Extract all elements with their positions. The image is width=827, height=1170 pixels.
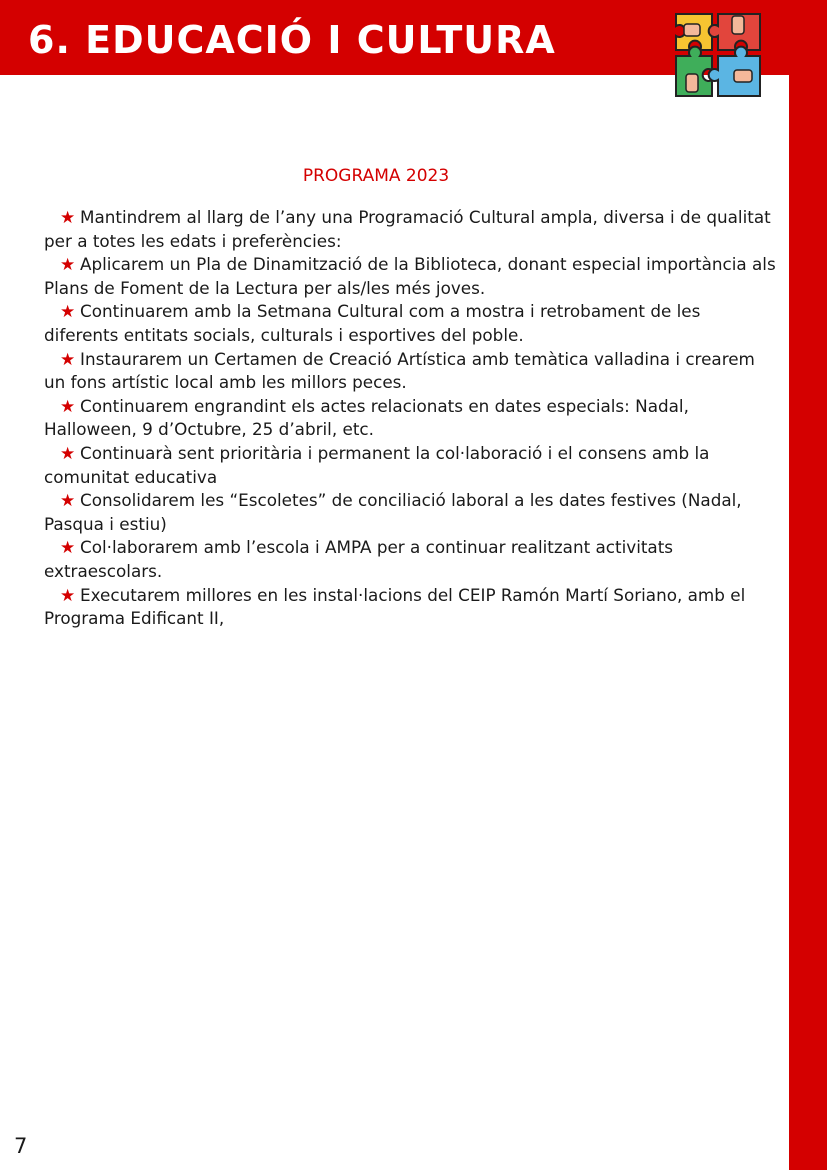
list-item-text: Executarem millores en les instal·lacions del CEIP Ramón Martí Soriano, amb el Programa Edificant II, (44, 584, 746, 629)
star-icon: ★ (60, 538, 76, 559)
list-item (44, 489, 779, 536)
list-item (44, 395, 779, 442)
list-item-text: Consolidarem les “Escoletes” de conciliació laboral a les dates festives (Nadal, Pasqua i estiu) (44, 490, 742, 534)
star-icon: ★ (60, 443, 76, 464)
list-item-text: Continuarem engrandint els actes relacionats en dates especials: Nadal, Halloween, 9 d’Octubre, 25 d’abril, etc. (44, 395, 689, 440)
program-title: PROGRAMA 2023 (302, 166, 450, 186)
star-icon: ★ (60, 396, 76, 417)
star-icon: ★ (60, 208, 76, 228)
star-icon: ★ (60, 585, 76, 606)
list-item-text: Col·laborarem amb l’escola i AMPA per a continuar realitzant activitats extraescolars. (44, 537, 674, 581)
side-accent-bar (789, 0, 827, 1170)
star-icon: ★ (60, 255, 76, 276)
star-icon: ★ (60, 349, 76, 370)
list-item (44, 348, 779, 395)
list-item (44, 253, 779, 300)
list-item (44, 584, 779, 631)
list-item-text: Continuarà sent prioritària i permanent la col·laboració i el consens amb la comunitat educativa (44, 442, 710, 487)
star-icon: ★ (60, 491, 76, 512)
page-number: 7 (14, 1134, 28, 1158)
list-item (44, 206, 779, 253)
list-item-text: Mantindrem al llarg de l’any una Programació Cultural ampla, diversa i de qualitat per a totes les edats i preferències: (44, 207, 771, 251)
list-item (44, 536, 779, 583)
list-item-text: Aplicarem un Pla de Dinamització de la Biblioteca, donant especial importància als Plans de Foment de la Lectura per als/les més joves. (44, 254, 776, 298)
page-title: 6. EDUCACIÓ I CULTURA (28, 18, 556, 62)
star-icon: ★ (60, 302, 76, 323)
list-item-text: Instaurarem un Certamen de Creació Artística amb temàtica valladina i crearem un fons artístic local amb les millors peces. (44, 348, 755, 393)
list-item-text: Continuarem amb la Setmana Cultural com a mostra i retrobament de les diferents entitats socials, culturals i esportives del poble. (44, 301, 701, 345)
list-item (44, 442, 779, 489)
program-item-list (44, 206, 779, 631)
list-item (44, 300, 779, 347)
puzzle-hands-icon (672, 6, 768, 102)
